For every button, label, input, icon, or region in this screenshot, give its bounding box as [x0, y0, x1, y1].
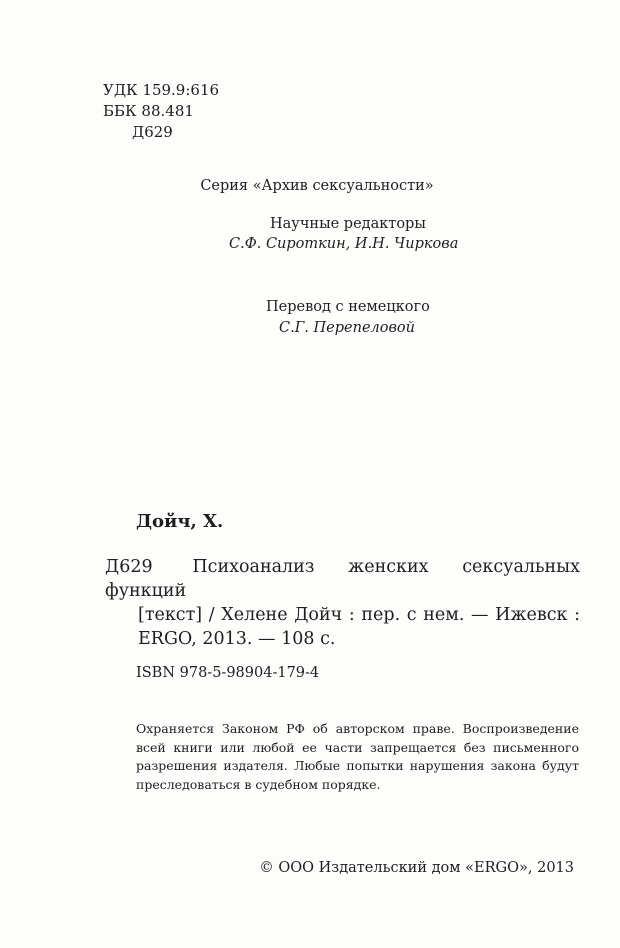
udk-code: УДК 159.9:616: [103, 81, 220, 99]
bib-code: Д629: [105, 557, 153, 577]
editors-label: Научные редакторы: [270, 216, 426, 232]
bib-line-1: [105, 555, 580, 603]
isbn: ISBN 978-5-98904-179-4: [136, 665, 320, 681]
bib-line-2: [текст] / Хелене Дойч : пер. с нем. — Ижевск :: [138, 605, 580, 625]
author-heading: Дойч, Х.: [136, 511, 224, 532]
translation-label: Перевод с немецкого: [266, 299, 430, 315]
editors-names: С.Ф. Сироткин, И.Н. Чиркова: [229, 236, 459, 252]
copyright-notice: Охраняется Законом РФ об авторском праве. Воспроизведение всей книги или любой ее части запрещается без письменного разрешения издателя. Любые попытки нарушения закона будут преследоваться в судебном порядке.: [136, 721, 579, 792]
bibliographic-record: [105, 555, 580, 651]
translator-name: С.Г. Перепеловой: [279, 320, 416, 336]
classification-block: [103, 80, 219, 143]
bib-title: Психоанализ женских сексуальных функций: [105, 557, 580, 601]
bib-line-3: ERGO, 2013. — 108 с.: [138, 629, 336, 649]
author-mark: Д629: [132, 123, 173, 141]
bbk-code: ББК 88.481: [103, 102, 194, 120]
series-title: Серия «Архив сексуальности»: [200, 178, 434, 194]
copyright-line: © ООО Издательский дом «ERGO», 2013: [259, 860, 574, 876]
